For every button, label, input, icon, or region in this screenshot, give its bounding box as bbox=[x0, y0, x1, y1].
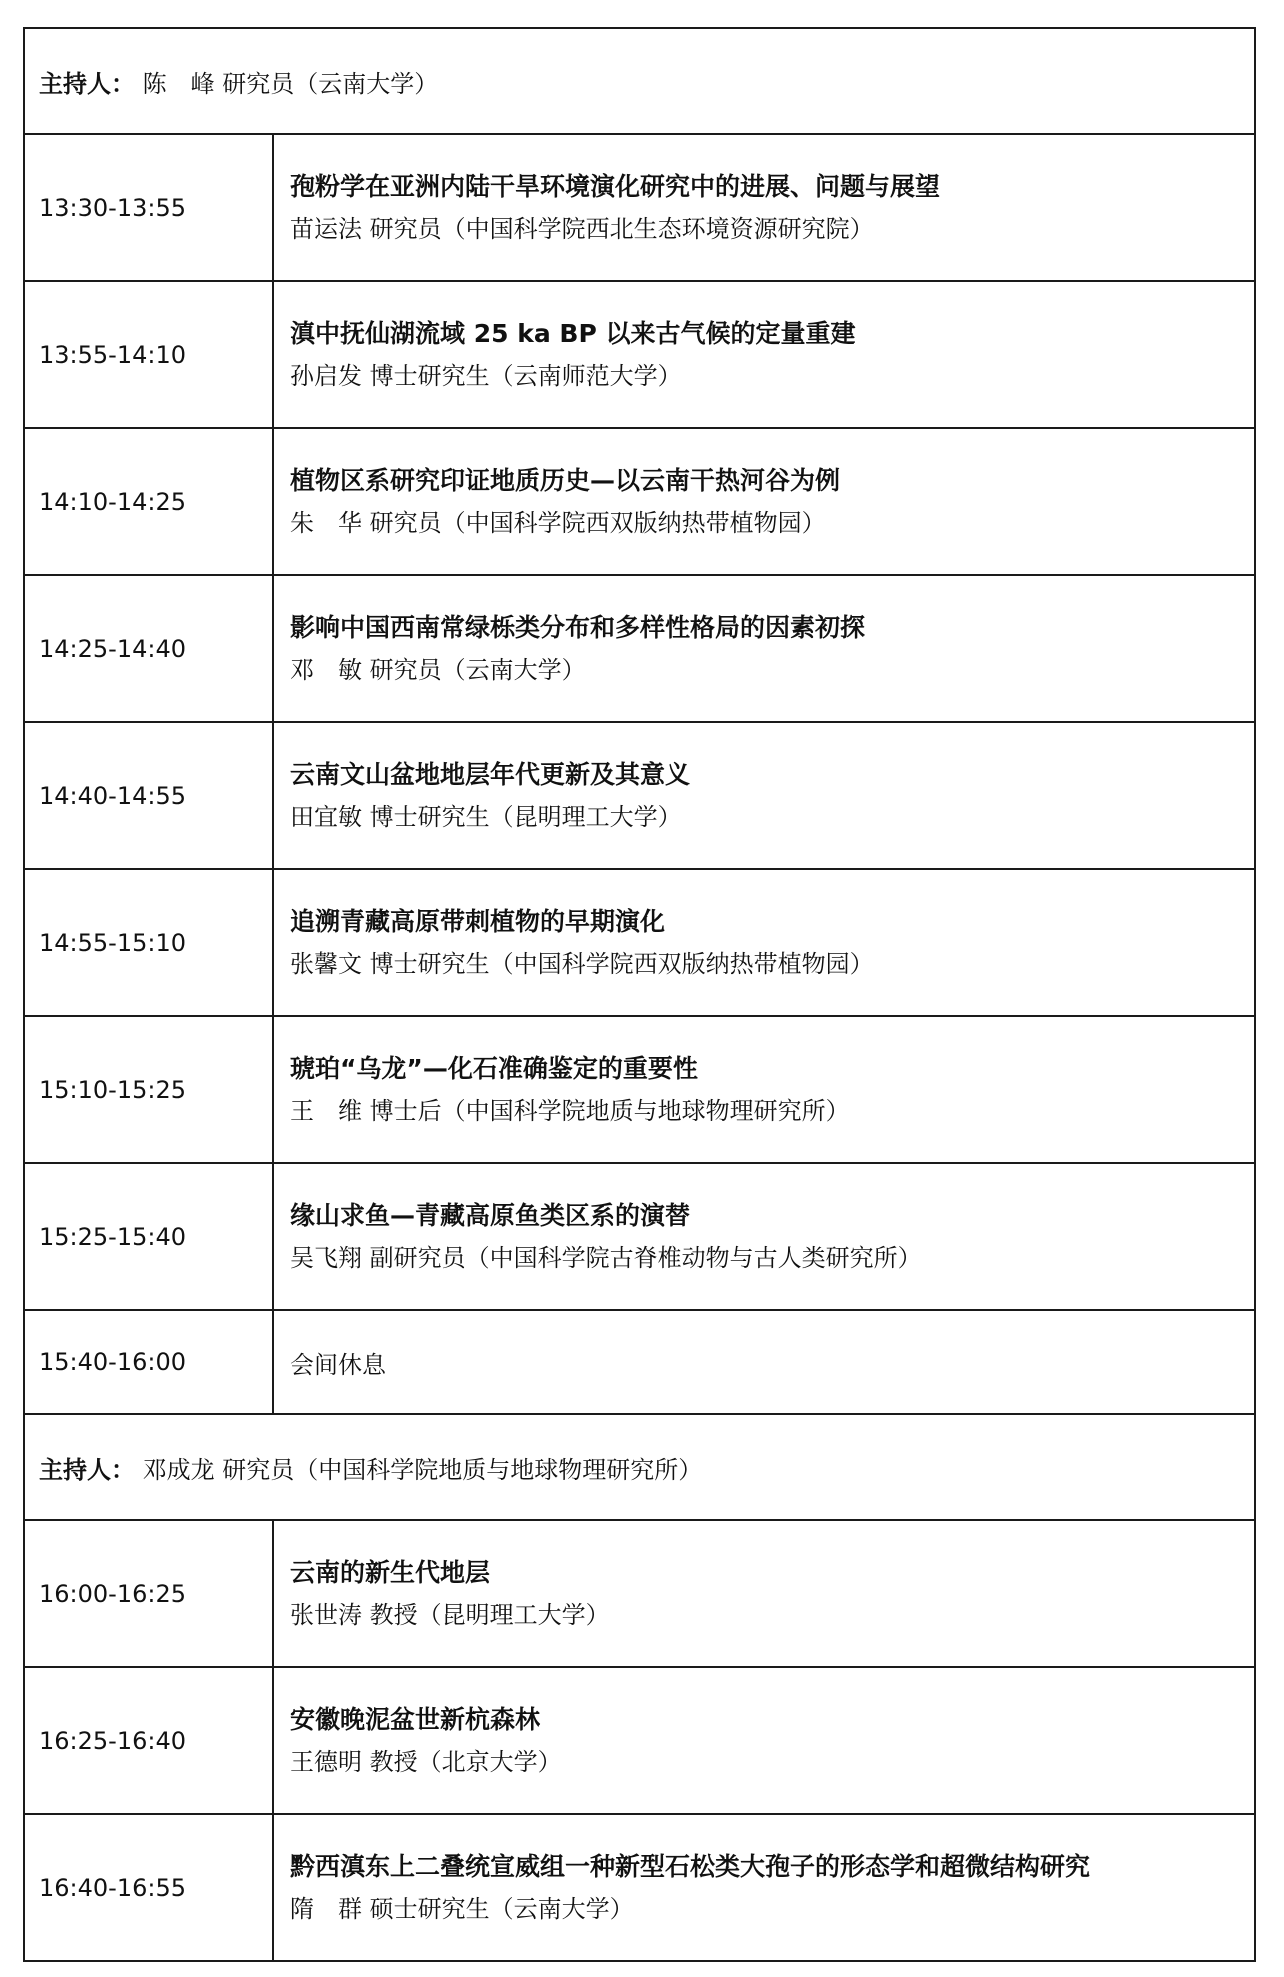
talk-cell bbox=[273, 1016, 1255, 1163]
talk-time: 16:25-16:40 bbox=[24, 1667, 273, 1814]
talk-row bbox=[24, 1667, 1255, 1814]
talk-row bbox=[24, 575, 1255, 722]
talk-row bbox=[24, 281, 1255, 428]
talk-time: 14:40-14:55 bbox=[24, 722, 273, 869]
talk-speaker: 孙启发 博士研究生（云南师范大学） bbox=[290, 361, 682, 390]
talk-cell bbox=[273, 869, 1255, 1016]
break-cell bbox=[273, 1310, 1255, 1414]
talk-speaker: 朱 华 研究员（中国科学院西双版纳热带植物园） bbox=[290, 508, 826, 537]
talk-title: 黔西滇东上二叠统宣威组一种新型石松类大孢子的形态学和超微结构研究 bbox=[290, 1851, 1091, 1881]
talk-row bbox=[24, 134, 1255, 281]
talk-title: 滇中抚仙湖流域 25 ka BP 以来古气候的定量重建 bbox=[290, 318, 856, 348]
talk-time: 16:40-16:55 bbox=[24, 1814, 273, 1961]
talk-row bbox=[24, 1016, 1255, 1163]
talk-time: 14:55-15:10 bbox=[24, 869, 273, 1016]
talk-title: 云南的新生代地层 bbox=[290, 1557, 491, 1587]
break-row bbox=[24, 1310, 1255, 1414]
talk-speaker: 隋 群 硕士研究生（云南大学） bbox=[290, 1894, 634, 1923]
host-row bbox=[24, 1414, 1255, 1520]
talk-title: 安徽晚泥盆世新杭森林 bbox=[290, 1704, 541, 1734]
host-cell bbox=[24, 28, 1255, 134]
talk-cell bbox=[273, 1814, 1255, 1961]
talk-row bbox=[24, 1520, 1255, 1667]
talk-row bbox=[24, 1814, 1255, 1961]
talk-cell bbox=[273, 722, 1255, 869]
host-label: 主持人： bbox=[39, 1455, 135, 1484]
talk-cell bbox=[273, 1520, 1255, 1667]
talk-row bbox=[24, 869, 1255, 1016]
host-cell bbox=[24, 1414, 1255, 1520]
talk-time: 13:55-14:10 bbox=[24, 281, 273, 428]
talk-speaker: 苗运法 研究员（中国科学院西北生态环境资源研究院） bbox=[290, 214, 874, 243]
host-label: 主持人： bbox=[39, 69, 135, 98]
talk-title: 云南文山盆地地层年代更新及其意义 bbox=[290, 759, 691, 789]
talk-cell bbox=[273, 1163, 1255, 1310]
talk-title: 影响中国西南常绿栎类分布和多样性格局的因素初探 bbox=[290, 612, 866, 642]
talk-row bbox=[24, 428, 1255, 575]
talk-title: 植物区系研究印证地质历史—以云南干热河谷为例 bbox=[290, 465, 841, 495]
talk-speaker: 吴飞翔 副研究员（中国科学院古脊椎动物与古人类研究所） bbox=[290, 1243, 922, 1272]
talk-cell bbox=[273, 134, 1255, 281]
break-label: 会间休息 bbox=[290, 1350, 386, 1379]
talk-speaker: 王 维 博士后（中国科学院地质与地球物理研究所） bbox=[290, 1096, 850, 1125]
talk-title: 孢粉学在亚洲内陆干旱环境演化研究中的进展、问题与展望 bbox=[290, 171, 941, 201]
talk-time: 15:25-15:40 bbox=[24, 1163, 273, 1310]
talk-row bbox=[24, 722, 1255, 869]
talk-speaker: 王德明 教授（北京大学） bbox=[290, 1747, 562, 1776]
host-name: 陈 峰 研究员（云南大学） bbox=[142, 69, 439, 98]
talk-speaker: 田宜敏 博士研究生（昆明理工大学） bbox=[290, 802, 682, 831]
talk-speaker: 张世涛 教授（昆明理工大学） bbox=[290, 1600, 610, 1629]
schedule-table bbox=[23, 27, 1256, 1962]
talk-row bbox=[24, 1163, 1255, 1310]
talk-title: 缘山求鱼—青藏高原鱼类区系的演替 bbox=[290, 1200, 691, 1230]
talk-speaker: 张馨文 博士研究生（中国科学院西双版纳热带植物园） bbox=[290, 949, 874, 978]
talk-time: 14:25-14:40 bbox=[24, 575, 273, 722]
talk-time: 13:30-13:55 bbox=[24, 134, 273, 281]
talk-cell bbox=[273, 575, 1255, 722]
host-name: 邓成龙 研究员（中国科学院地质与地球物理研究所） bbox=[142, 1455, 703, 1484]
talk-title: 追溯青藏高原带刺植物的早期演化 bbox=[290, 906, 666, 936]
break-time: 15:40-16:00 bbox=[24, 1310, 273, 1414]
talk-title: 琥珀“乌龙”—化石准确鉴定的重要性 bbox=[290, 1053, 698, 1083]
talk-time: 16:00-16:25 bbox=[24, 1520, 273, 1667]
talk-speaker: 邓 敏 研究员（云南大学） bbox=[290, 655, 586, 684]
talk-cell bbox=[273, 428, 1255, 575]
talk-time: 14:10-14:25 bbox=[24, 428, 273, 575]
talk-cell bbox=[273, 281, 1255, 428]
host-row bbox=[24, 28, 1255, 134]
talk-cell bbox=[273, 1667, 1255, 1814]
talk-time: 15:10-15:25 bbox=[24, 1016, 273, 1163]
